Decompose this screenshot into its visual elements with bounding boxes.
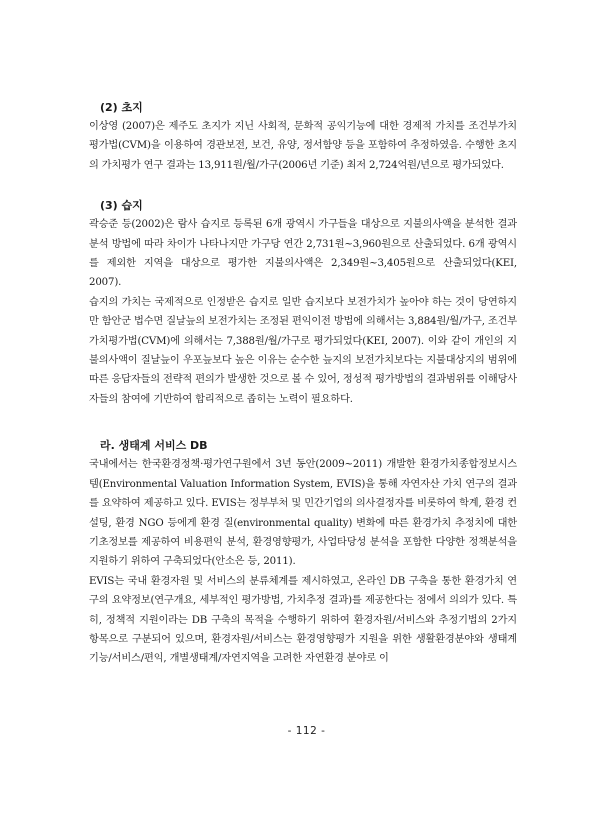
section-heading-ecosystem-db: 라. 생태계 서비스 DB [100, 439, 208, 453]
paragraph-ecosystem-db-1: 국내에서는 한국환경정책·평가연구원에서 3년 동안(2009~2011) 개발한 환경가치종합정보시스템(Environmental Valuation Information System, EVIS)을 통해 자연자산 가치 연구의 결과를 요약하여 제공하고 있다. EVIS는 정부부처 및 민간기업의 의사결정자를 비롯하여 학계, 환경 컨설팅, 환경 NGO 등에게 환경 질(environmental quality) 변화에 따른 환경가치 추정치에 대한 기초정보를 제공하여 비용편익 분석, 환경영향평가, 사업타당성 분석을 포함한 다양한 정책분석을 지원하기 위하여 구축되었다(안소은 등, 2011). [89, 459, 517, 568]
section-heading-wetland: (3) 습지 [100, 199, 143, 213]
page-number: - 112 - [287, 725, 326, 737]
section-heading-grassland: (2) 초지 [100, 101, 143, 114]
paragraph-wetland-1: 곽승준 등(2002)은 람사 습지로 등록된 6개 광역시 가구들을 대상으로 지불의사액을 분석한 결과 분석 방법에 따라 차이가 나타나지만 가구당 연간 2,731원~3,960원으로 산출되었다. 6개 광역시를 제외한 지역을 대상으로 평가한 지불의사액은 2,349원~3,405원으로 산출되었다(KEI, 2007). [89, 219, 517, 289]
paragraph-grassland: 이상영 (2007)은 제주도 초지가 지닌 사회적, 문화적 공익기능에 대한 경제적 가치를 조건부가치평가법(CVM)을 이용하여 경관보전, 보건, 유양, 정서함양 등을 포함하여 추정하였음. 수행한 초지의 가치평가 연구 결과는 13,911원/월/가구(2006년 기준) 최저 2,724억원/년으로 평가되었다. [89, 121, 517, 171]
paragraph-ecosystem-db-2: EVIS는 국내 환경자원 및 서비스의 분류체계를 제시하였고, 온라인 DB 구축을 통한 환경가치 연구의 요약정보(연구개요, 세부적인 평가방법, 가치추정 결과)를 제공한다는 점에서 의의가 있다. 특히, 정책적 지원이라는 DB 구축의 목적을 수행하기 위하여 환경자원/서비스와 추정기법의 2가지 항목으로 구분되어 있으며, 환경자원/서비스는 환경영향평가 지원을 위한 생활환경분야와 생태계 기능/서비스/편익, 개별생태계/자연지역을 고려한 자연환경 분야로 이 [89, 575, 517, 665]
paragraph-wetland-2: 습지의 가치는 국제적으로 인정받은 습지로 일반 습지보다 보전가치가 높아야 하는 것이 당연하지만 함안군 법수면 질날늪의 보전가치는 조정된 편익이전 방법에 의해서는 3,884원/월/가구, 조건부가치평가법(CVM)에 의해서는 7,388원/월/가구로 평가되었다(KEI, 2007). 이와 같이 개인의 지불의사액이 질날늪이 우포늪보다 높은 이유는 순수한 늪지의 보전가치보다는 지불대상지의 범위에 따른 응답자들의 전략적 편의가 발생한 것으로 볼 수 있어, 정성적 평가방법의 결과범위를 이해당사자들의 참여에 기반하여 합리적으로 좁히는 노력이 필요하다. [89, 296, 517, 405]
page-content [89, 99, 517, 669]
